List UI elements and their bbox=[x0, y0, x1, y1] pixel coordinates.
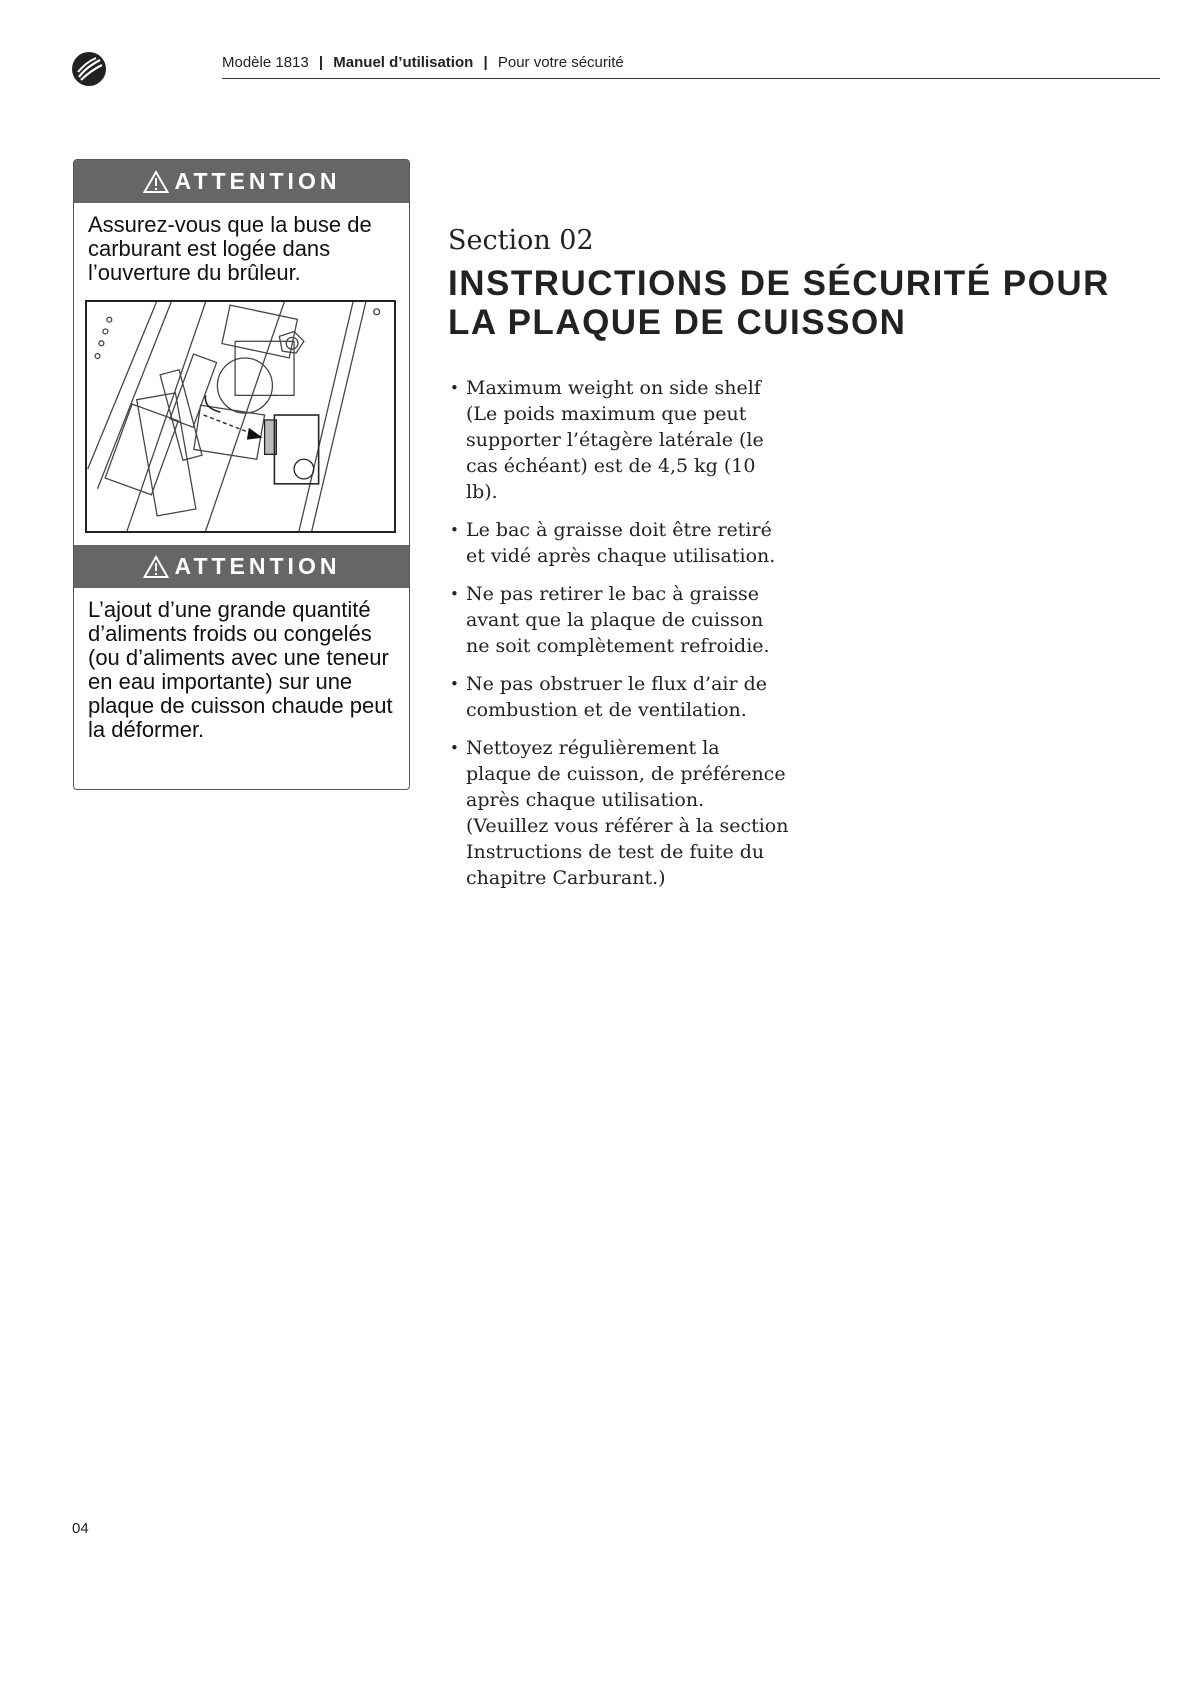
header-manual: Manuel d’utilisation bbox=[333, 54, 474, 71]
attention-label: ATTENTION bbox=[174, 168, 341, 194]
burner-nozzle-illustration bbox=[85, 300, 396, 533]
page-number: 04 bbox=[72, 1520, 89, 1537]
list-item: • Ne pas retirer le bac à graisse avant que la plaque de cuisson ne soit complètement refroidie. bbox=[450, 581, 790, 659]
safety-instructions-list bbox=[450, 375, 790, 903]
attention-header bbox=[74, 160, 409, 203]
attention-header bbox=[74, 545, 409, 588]
warning-triangle-icon bbox=[143, 555, 169, 579]
attention-text: Assurez-vous que la buse de carburant est logée dans l’ouverture du brûleur. bbox=[88, 212, 372, 285]
header-separator: | bbox=[483, 54, 488, 71]
header-model: Modèle 1813 bbox=[222, 54, 309, 71]
section-label: Section 02 bbox=[448, 225, 594, 256]
running-header bbox=[222, 54, 1160, 79]
list-item: • Ne pas obstruer le flux d’air de combustion et de ventilation. bbox=[450, 671, 790, 723]
warning-triangle-icon bbox=[143, 170, 169, 194]
attention-box-deformation bbox=[73, 545, 410, 790]
list-item: • Le bac à graisse doit être retiré et vidé après chaque utilisation. bbox=[450, 517, 790, 569]
attention-label: ATTENTION bbox=[174, 553, 341, 579]
brand-logo-icon bbox=[71, 51, 107, 87]
section-title: INSTRUCTIONS DE SÉCURITÉ POUR LA PLAQUE DE CUISSON bbox=[448, 264, 1110, 342]
list-item: • Maximum weight on side shelf (Le poids maximum que peut supporter l’étagère latérale (le cas échéant) est de 4,5 kg (10 lb). bbox=[450, 375, 790, 505]
attention-text: L’ajout d’une grande quantité d’aliments froids ou congelés (ou d’aliments avec une teneur en eau importante) sur une plaque de cuisson chaude peut la déformer. bbox=[88, 597, 393, 742]
list-item: • Nettoyez régulièrement la plaque de cuisson, de préférence après chaque utilisation. (Veuillez vous référer à la section Instructions de test de fuite du chapitre Carburant.) bbox=[450, 735, 790, 891]
header-separator: | bbox=[318, 54, 324, 71]
header-chapter: Pour votre sécurité bbox=[497, 54, 624, 71]
